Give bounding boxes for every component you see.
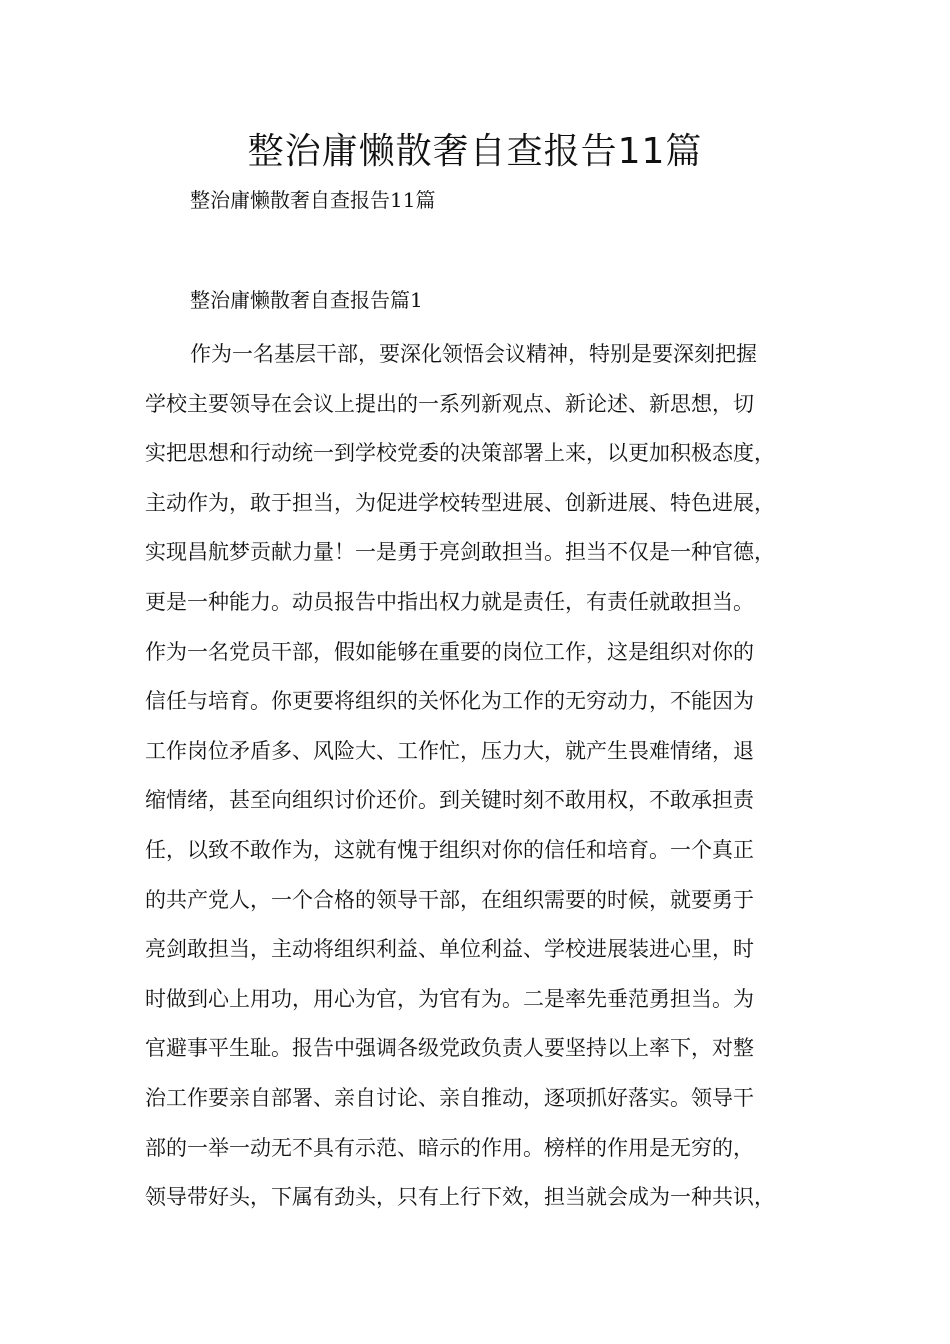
document-subtitle: 整治庸懒散奢自查报告11篇: [190, 188, 436, 212]
document-title: 整治庸懒散奢自查报告11篇: [247, 131, 703, 172]
body-line: 任，以致不敢作为，这就有愧于组织对你的信任和培育。一个真正: [145, 837, 754, 862]
body-line: 部的一举一动无不具有示范、暗示的作用。榜样的作用是无穷的，: [145, 1135, 754, 1160]
body-line: 学校主要领导在会议上提出的一系列新观点、新论述、新思想，切: [145, 391, 754, 416]
body-line: 实把思想和行动统一到学校党委的决策部署上来，以更加积极态度，: [145, 441, 775, 466]
body-line: 官避事平生耻。报告中强调各级党政负责人要坚持以上率下，对整: [145, 1036, 754, 1061]
body-line: 的共产党人，一个合格的领导干部，在组织需要的时候，就要勇于: [145, 887, 754, 912]
body-line: 领导带好头，下属有劲头，只有上行下效，担当就会成为一种共识，: [145, 1185, 775, 1210]
body-paragraph: [145, 330, 825, 1223]
body-line: 更是一种能力。动员报告中指出权力就是责任，有责任就敢担当。: [145, 589, 754, 614]
body-line: 实现昌航梦贡献力量！一是勇于亮剑敢担当。担当不仅是一种官德，: [145, 540, 775, 565]
body-line: 缩情绪，甚至向组织讨价还价。到关键时刻不敢用权，不敢承担责: [145, 788, 754, 813]
body-line: 主动作为，敢于担当，为促进学校转型进展、创新进展、特色进展，: [145, 490, 775, 515]
body-line: 信任与培育。你更要将组织的关怀化为工作的无穷动力，不能因为: [145, 689, 754, 714]
body-line: 作为一名党员干部，假如能够在重要的岗位工作，这是组织对你的: [145, 639, 754, 664]
body-line: 工作岗位矛盾多、风险大、工作忙，压力大，就产生畏难情绪，退: [145, 738, 754, 763]
body-line: 亮剑敢担当，主动将组织利益、单位利益、学校进展装进心里，时: [145, 937, 754, 962]
body-line: 治工作要亲自部署、亲自讨论、亲自推动，逐项抓好落实。领导干: [145, 1085, 754, 1110]
body-line: 作为一名基层干部，要深化领悟会议精神，特别是要深刻把握: [190, 342, 757, 366]
section-heading: 整治庸懒散奢自查报告篇1: [190, 288, 423, 312]
body-line: 时做到心上用功，用心为官，为官有为。二是率先垂范勇担当。为: [145, 986, 754, 1011]
